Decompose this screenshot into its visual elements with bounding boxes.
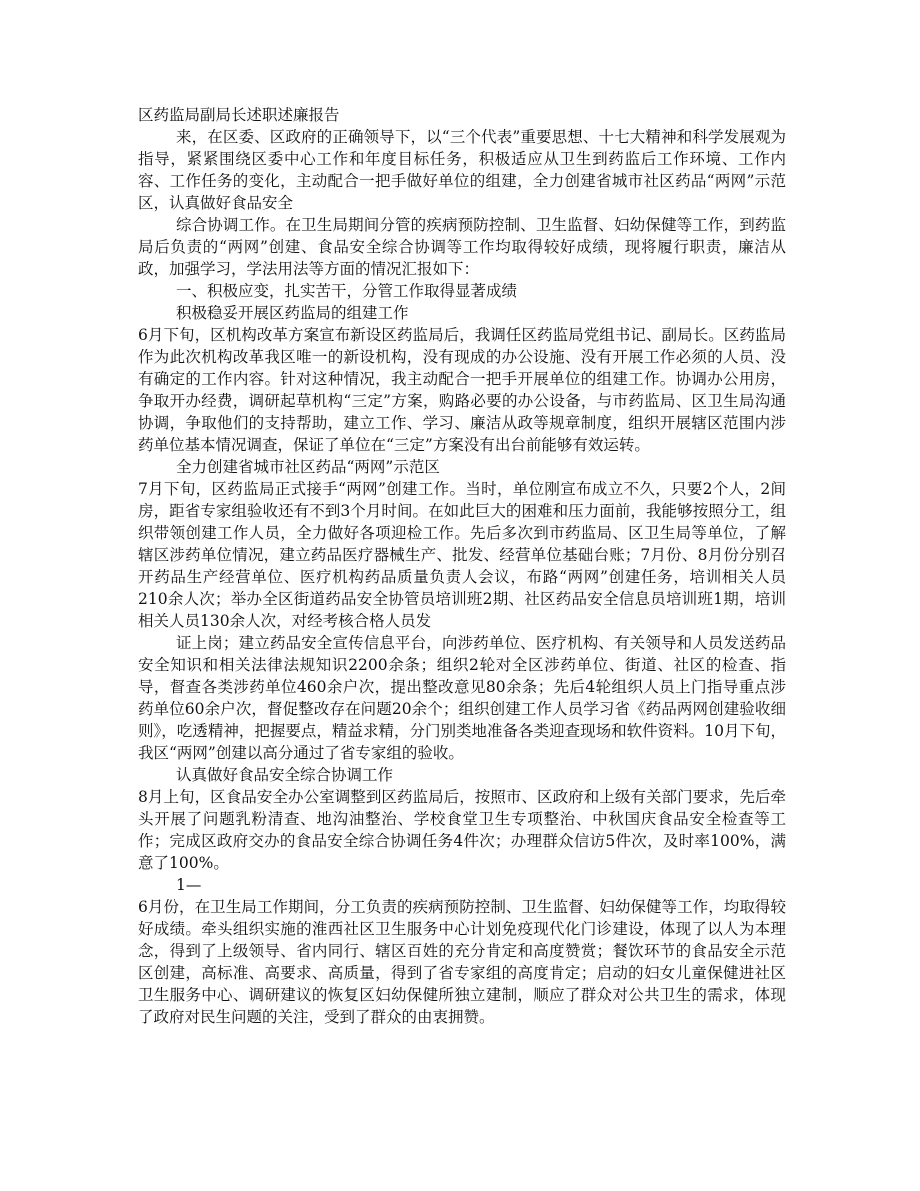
section-heading-1: 一、积极应变，扎实苦干，分管工作取得显著成绩	[176, 282, 518, 300]
paragraph-twonet: 7月下旬，区药监局正式接手“两网”创建工作。当时，单位刚宣布成立不久，只要2个人，2间房，距省专家组验收还有不到3个月时间。在如此巨大的困难和压力面前，我能够按照分工，组织带领创建工作人员，全力做好各项迎检工作。先后多次到市药监局、区卫生局等单位，了解辖区涉药单位情况，建立药品医疗器械生产、批发、经营单位基础台账；7月份、8月份分别召开药品生产经营单位、医疗机构药品质量负责人会议，布路“两网”创建任务，培训相关人员210余人次；举办全区街道药品安全协管员培训班2期、社区药品安全信息员培训班1期，培训相关人员130余人次，对经考核合格人员发	[138, 480, 786, 630]
page-number: 1—	[176, 876, 202, 894]
paragraph-intro: 来，在区委、区政府的正确领导下，以“三个代表”重要思想、十七大精神和科学发展观为指导，紧紧围绕区委中心工作和年度目标任务，积极适应从卫生到药监后工作环境、工作内容、工作任务的变化，主动配合一把手做好单位的组建，全力创建省城市社区药品“两网”示范区，认真做好食品安全	[138, 128, 786, 212]
paragraph-setup: 6月下旬，区机构改革方案宣布新设区药监局后，我调任区药监局党组书记、副局长。区药监局作为此次机构改革我区唯一的新设机构，没有现成的办公设施、没有开展工作必须的人员、没有确定的工作内容。针对这种情况，我主动配合一把手开展单位的组建工作。协调办公用房，争取开办经费，调研起草机构“三定”方案，购路必要的办公设备，与市药监局、区卫生局沟通协调，争取他们的支持帮助，建立工作、学习、廉洁从政等规章制度，组织开展辖区范围内涉药单位基本情况调查，保证了单位在“三定”方案没有出台前能够有效运转。	[138, 326, 786, 454]
paragraph-overview: 综合协调工作。在卫生局期间分管的疾病预防控制、卫生监督、妇幼保健等工作，到药监局后负责的“两网”创建、食品安全综合协调等工作均取得较好成绩，现将履行职责，廉洁从政，加强学习，学法用法等方面的情况汇报如下：	[138, 216, 786, 278]
subsection-heading-3: 认真做好食品安全综合协调工作	[176, 766, 394, 784]
subsection-heading-1: 积极稳妥开展区药监局的组建工作	[176, 304, 409, 322]
document-page	[138, 104, 786, 1028]
document-title: 区药监局副局长述职述廉报告	[138, 106, 340, 124]
paragraph-health-bureau: 6月份，在卫生局工作期间，分工负责的疾病预防控制、卫生监督、妇幼保健等工作，均取得较好成绩。牵头组织实施的淮西社区卫生服务中心计划免疫现代化门诊建设，体现了以人为本理念，得到了上级领导、省内同行、辖区百姓的充分肯定和高度赞赏；餐饮环节的食品安全示范区创建，高标准、高要求、高质量，得到了省专家组的高度肯定；启动的妇女儿童保健进社区卫生服务中心、调研建议的恢复区妇幼保健所独立建制，顺应了群众对公共卫生的需求，体现了政府对民生问题的关注，受到了群众的由衷拥赞。	[138, 898, 786, 1026]
paragraph-twonet-cont: 证上岗；建立药品安全宣传信息平台，向涉药单位、医疗机构、有关领导和人员发送药品安全知识和相关法律法规知识2200余条；组织2轮对全区涉药单位、街道、社区的检查、指导，督查各类涉药单位460余户次，提出整改意见80余条；先后4轮组织人员上门指导重点涉药单位60余户次，督促整改存在问题20余个；组织创建工作人员学习省《药品两网创建验收细则》，吃透精神，把握要点，精益求精，分门别类地准备各类迎查现场和软件资料。10月下旬，我区“两网”创建以高分通过了省专家组的验收。	[138, 634, 786, 762]
subsection-heading-2: 全力创建省城市社区药品“两网”示范区	[176, 458, 440, 476]
paragraph-food-safety: 8月上旬，区食品安全办公室调整到区药监局后，按照市、区政府和上级有关部门要求，先后牵头开展了问题乳粉清查、地沟油整治、学校食堂卫生专项整治、中秋国庆食品安全检查等工作；完成区政府交办的食品安全综合协调任务4件次；办理群众信访5件次，及时率100%，满意了100%。	[138, 788, 786, 872]
